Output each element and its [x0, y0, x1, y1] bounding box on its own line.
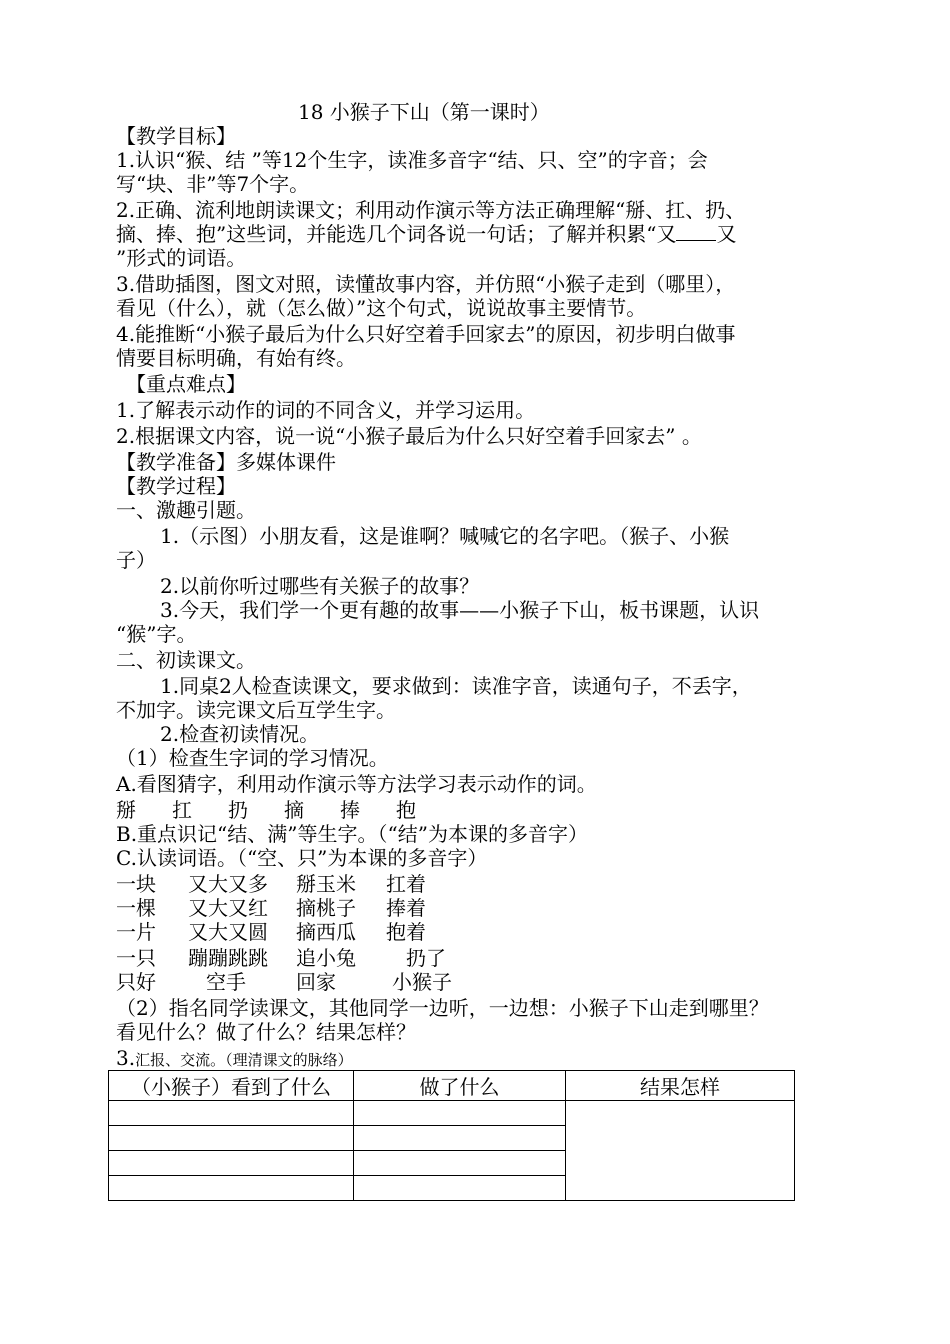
goal-4-line-2: 情要目标明确，有始有终。	[116, 346, 356, 370]
goal-3-line-2: 看见（什么），就（怎么做）”这个句式，说说故事主要情节。	[116, 296, 647, 320]
goal-1-line-1: 1.认识“猴、结 ”等12个生字，读准多音字“结、只、空”的字音；会	[116, 148, 708, 172]
goal-1-line-2: 写“块、非”等7个字。	[116, 172, 310, 196]
word: 小猴子	[392, 970, 452, 994]
verb: 掰	[116, 798, 136, 822]
word: 一块	[116, 872, 156, 896]
section-1-heading: 一、激趣引题。	[116, 498, 256, 522]
step-2-1-line-2: 不加字。读完课文后互学生字。	[116, 698, 396, 722]
word: 抱着	[386, 920, 426, 944]
result-cell	[566, 1101, 795, 1201]
goal-2-line-2-text: 摘、捧、抱”这些词，并能选几个词各说一句话；了解并积累“又	[116, 222, 677, 246]
substep-b: B.重点识记“结、满”等生字。（“结”为本课的多音字）	[116, 822, 588, 846]
goal-3-line-1: 3.借助插图，图文对照，读懂故事内容，并仿照“小猴子走到（哪里），	[116, 272, 736, 296]
verb: 扔	[228, 798, 248, 822]
step-2-3	[116, 1046, 353, 1072]
table-cell	[109, 1176, 354, 1201]
goal-2-line-1: 2.正确、流利地朗读课文；利用动作演示等方法正确理解“掰、扛、扔、	[116, 198, 746, 222]
section-2-heading: 二、初读课文。	[116, 648, 256, 672]
goal-4-line-1: 4.能推断“小猴子最后为什么只好空着手回家去”的原因，初步明白做事	[116, 322, 736, 346]
goal-2-line-3: ”形式的词语。	[116, 246, 247, 270]
table-header-cell: 做了什么	[354, 1071, 566, 1101]
goals-heading: 【教学目标】	[116, 124, 236, 148]
word: 捧着	[386, 896, 426, 920]
step-1-3-line-1: 3.今天，我们学一个更有趣的故事——小猴子下山，板书课题，认识	[160, 598, 760, 622]
page-title: 18 小猴子下山（第一课时）	[298, 100, 550, 124]
verb: 摘	[284, 798, 304, 822]
fill-blank	[676, 222, 716, 241]
step-1-2: 2.以前你听过哪些有关猴子的故事？	[160, 574, 480, 598]
step-1-1-line-1: 1.（示图）小朋友看，这是谁啊？喊喊它的名字吧。（猴子、小猴	[160, 524, 730, 548]
word: 扔了	[406, 946, 446, 970]
substep-a: A.看图猜字，利用动作演示等方法学习表示动作的词。	[116, 772, 597, 796]
word: 扛着	[386, 872, 426, 896]
word: 回家	[296, 970, 336, 994]
table-cell	[354, 1101, 566, 1126]
word: 掰玉米	[296, 872, 356, 896]
word: 又大又红	[188, 896, 268, 920]
word: 摘西瓜	[296, 920, 356, 944]
step-2-1-line-1: 1.同桌2人检查读课文，要求做到：读准字音，读通句子，不丢字，	[160, 674, 752, 698]
step-1-3-line-2: “猴”字。	[116, 622, 197, 646]
word: 一片	[116, 920, 156, 944]
verb: 扛	[172, 798, 192, 822]
key-point-2: 2.根据课文内容，说一说“小猴子最后为什么只好空着手回家去” 。	[116, 424, 702, 448]
word: 摘桃子	[296, 896, 356, 920]
word: 蹦蹦跳跳	[188, 946, 268, 970]
table-header-cell: 结果怎样	[566, 1071, 795, 1101]
verb: 抱	[396, 798, 416, 822]
step-2-2: 2.检查初读情况。	[160, 722, 320, 746]
word: 又大又圆	[188, 920, 268, 944]
table-cell	[354, 1151, 566, 1176]
word: 又大又多	[188, 872, 268, 896]
key-point-1: 1.了解表示动作的词的不同含义，并学习运用。	[116, 398, 536, 422]
table-cell	[109, 1151, 354, 1176]
preparation-line: 【教学准备】多媒体课件	[116, 450, 336, 474]
verb: 捧	[340, 798, 360, 822]
table-cell	[109, 1101, 354, 1126]
word: 一棵	[116, 896, 156, 920]
substep-1: （1）检查生字词的学习情况。	[116, 746, 389, 770]
word: 空手	[206, 970, 246, 994]
table-cell	[354, 1176, 566, 1201]
step-2-3-number: 3.	[116, 1046, 136, 1070]
goal-2-line-2	[116, 222, 736, 246]
table-header-cell: （小猴子）看到了什么	[109, 1071, 354, 1101]
goal-2-line-2-end: 又	[716, 222, 737, 246]
substep-c: C.认读词语。（“空、只”为本课的多音字）	[116, 846, 488, 870]
substep-2-line-2: 看见什么？做了什么？结果怎样？	[116, 1020, 416, 1044]
table-header-row	[109, 1071, 795, 1101]
step-1-1-line-2: 子）	[116, 548, 156, 572]
word: 只好	[116, 970, 156, 994]
step-2-3-text: 汇报、交流。（理清课文的脉络）	[135, 1051, 353, 1069]
summary-table	[108, 1070, 795, 1201]
word: 追小兔	[296, 946, 356, 970]
substep-2-line-1: （2）指名同学读课文，其他同学一边听，一边想：小猴子下山走到哪里？	[116, 996, 769, 1020]
process-heading: 【教学过程】	[116, 474, 236, 498]
table-cell	[354, 1126, 566, 1151]
key-points-heading: 【重点难点】	[126, 372, 246, 396]
table-row	[109, 1101, 795, 1126]
word: 一只	[116, 946, 156, 970]
table-cell	[109, 1126, 354, 1151]
